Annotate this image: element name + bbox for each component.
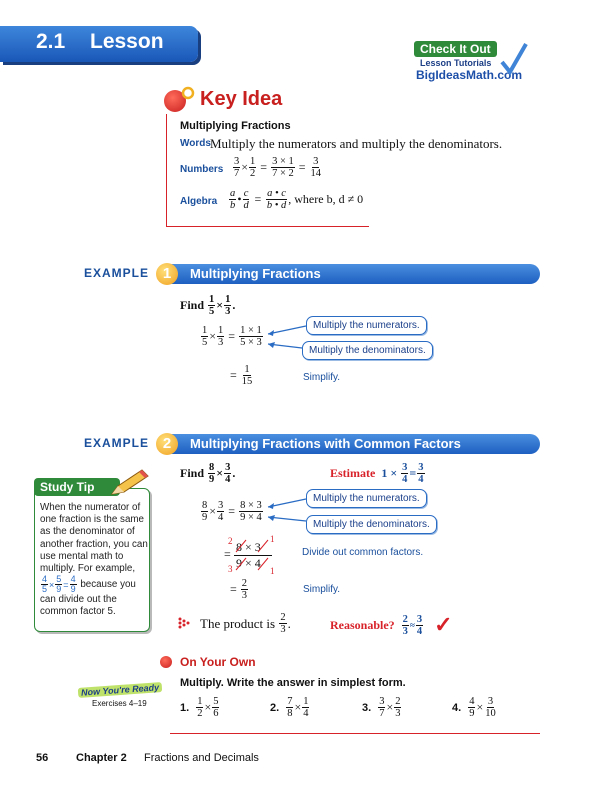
estimate-label: Estimate <box>330 466 376 480</box>
key-idea-subtitle: Multiplying Fractions <box>180 120 291 132</box>
lesson-number: 2.1 <box>36 30 66 53</box>
example1-simplify: Simplify. <box>303 372 341 383</box>
words-label: Words <box>180 138 211 149</box>
page-number: 56 <box>36 752 49 764</box>
key-idea-title: Key Idea <box>200 88 283 110</box>
ready-title: Now You're Ready <box>78 682 163 698</box>
algebra-label: Algebra <box>180 196 218 207</box>
example2-divide-note: Divide out common factors. <box>302 547 424 558</box>
example2-title: Multiplying Fractions with Common Factors <box>158 434 540 454</box>
example2-step2: 2 8 × 3 1 9 × 4 3 1 = <box>224 534 275 576</box>
study-tip-text2: because you can divide out the common factor 5. <box>40 579 136 618</box>
example2-reasonable: Reasonable? $\frac{2}{3}$ ≈ $\frac{3}{4}$ ✓ <box>330 612 453 637</box>
ready-sub: Exercises 4–19 <box>92 699 147 708</box>
example1-number: 1 <box>156 263 178 285</box>
product-text: The product is <box>200 615 276 631</box>
lesson-label: Lesson <box>90 30 164 53</box>
example1-step1: $\frac{1}{5}$ × $\frac{1}{3}$ = $\frac{1 \times 1}{5 \times 3}$ <box>202 325 262 348</box>
example2-step3: = $\frac{2}{3}$ <box>230 578 248 601</box>
study-tip-example: $\frac{4}{5}$ × $\frac{5}{9}$ = $\frac{4}{9}$ <box>42 574 76 595</box>
badge-site-domain: .com <box>494 68 523 82</box>
tutorial-badge[interactable] <box>414 40 538 86</box>
algebra-equation: $\frac{a}{b}$ • $\frac{c}{d}$ = $\frac{a • c}{b • d}$ , where b, d ≠ 0 <box>230 188 364 211</box>
footer-chapter: Chapter 2 <box>76 752 127 764</box>
conclusion-icon <box>178 617 190 629</box>
example2-product: The product is $\frac{2}{3}$ . <box>200 612 291 635</box>
example2-callout-denominators: Multiply the denominators. <box>306 515 437 534</box>
reasonable-label: Reasonable? <box>330 617 395 632</box>
exercise-4: 4. $\frac{4}{9}$ × $\frac{3}{10}$ <box>452 696 496 719</box>
callout-arrows-ex2 <box>262 493 310 527</box>
example2-label: EXAMPLE <box>84 436 150 450</box>
pencil-icon <box>108 468 150 498</box>
on-your-own-icon <box>160 656 172 668</box>
badge-subtitle: Lesson Tutorials <box>420 58 492 68</box>
example2-estimate: Estimate 1 × $\frac{3}{4}$ = $\frac{3}{4}$ <box>330 462 424 485</box>
example1-label: EXAMPLE <box>84 266 150 280</box>
callout-arrows-ex1 <box>262 318 310 354</box>
example1-callout-denominators: Multiply the denominators. <box>302 341 433 360</box>
check-icon: ✓ <box>434 612 453 637</box>
study-tip-title: Study Tip <box>34 478 120 496</box>
example2-step1: $\frac{8}{9}$ × $\frac{3}{4}$ = $\frac{8 \times 3}{9 \times 4}$ <box>202 500 262 523</box>
example1-callout-numerators: Multiply the numerators. <box>306 316 427 335</box>
exercise-1: 1. $\frac{1}{2}$ × $\frac{5}{6}$ <box>180 696 219 719</box>
words-text: Multiply the numerators and multiply the denominators. <box>210 136 503 151</box>
example2-number: 2 <box>156 433 178 455</box>
on-your-own-rule <box>170 733 540 734</box>
example1-find-label: Find <box>180 298 205 312</box>
example1-find: Find $\frac{1}{5}$ × $\frac{1}{3}$ . <box>180 294 236 317</box>
example2-find: Find $\frac{8}{9}$ × $\frac{3}{4}$ . <box>180 462 236 485</box>
key-icon <box>180 86 196 100</box>
example2-simplify: Simplify. <box>303 584 341 595</box>
example2-callout-numerators: Multiply the numerators. <box>306 489 427 508</box>
on-your-own-title: On Your Own <box>180 655 256 669</box>
example1-title: Multiplying Fractions <box>158 264 540 284</box>
badge-title: Check It Out <box>414 41 497 57</box>
footer-title: Fractions and Decimals <box>144 752 259 764</box>
exercise-2: 2. $\frac{7}{8}$ × $\frac{1}{4}$ <box>270 696 309 719</box>
algebra-where: , where b, d ≠ 0 <box>288 192 364 206</box>
approx-symbol: ≈ <box>409 620 415 630</box>
example1-step2: = $\frac{1}{15}$ <box>230 364 253 387</box>
exercise-3: 3. $\frac{3}{7}$ × $\frac{2}{3}$ <box>362 696 401 719</box>
study-tip-text <box>40 502 148 619</box>
numbers-equation: $\frac{3}{7}$ × $\frac{1}{2}$ = $\frac{3 \times 1}{7 \times 2}$ = $\frac{3}{14}$ <box>234 156 322 179</box>
on-your-own-instruction: Multiply. Write the answer in simplest form. <box>180 677 406 689</box>
numbers-label: Numbers <box>180 164 224 175</box>
badge-site: BigIdeasMath <box>416 68 495 82</box>
study-tip-text1: When the numerator of one fraction is the same as the denominator of another fraction, you can use mental math to multiply. For example, <box>40 502 148 575</box>
checkmark-icon <box>500 42 528 76</box>
example2-find-label: Find <box>180 466 205 480</box>
cross-out-marks <box>234 538 274 574</box>
